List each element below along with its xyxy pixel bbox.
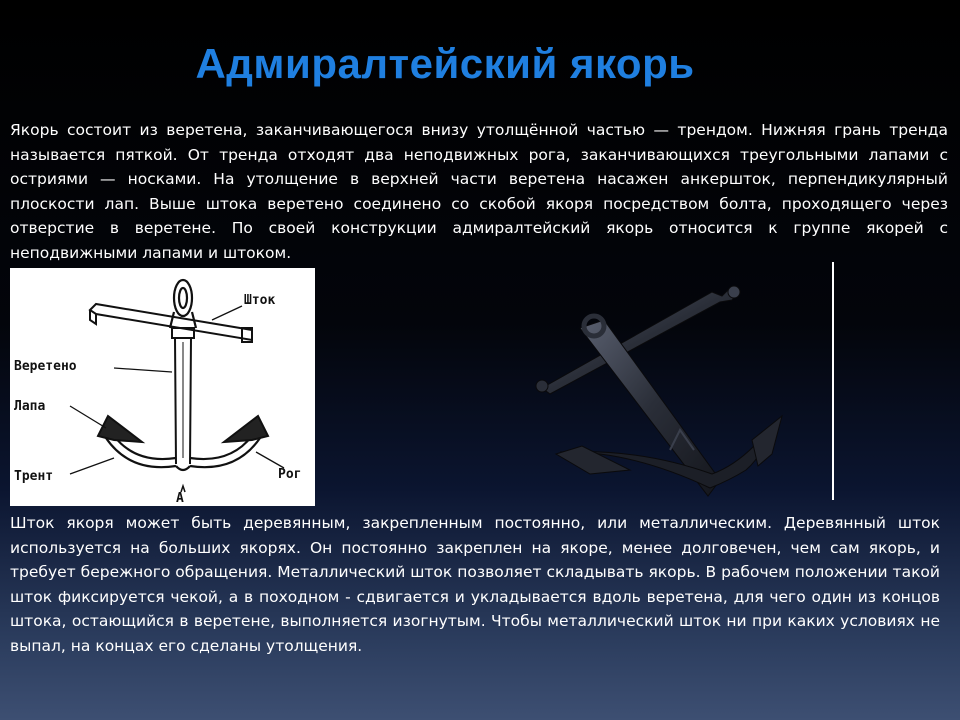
anchor-diagram	[10, 268, 315, 506]
label-mark: А	[176, 491, 184, 506]
stock-paragraph: Шток якоря может быть деревянным, закрепленным постоянно, или металлическим. Деревянный шток используется на больших якорях. Он постоянно закреплен на якоре, менее долговечен, чем сам якорь, и требует бережного обращения. Металлический шток позволяет складывать якорь. В рабочем положении такой шток фиксируется чекой, а в походном - сдвигается и укладывается вдоль веретена, для чего один из концов штока, остающийся в веретене, выполняется изогнутым. Чтобы металлический шток ни при каких условиях не выпал, на концах его сделаны утолщения.	[10, 514, 940, 655]
anchor-diagram-drawing	[10, 268, 315, 506]
label-stock: Шток	[244, 293, 276, 308]
diagram-shank	[172, 328, 194, 464]
anchor-photo	[520, 270, 790, 510]
label-arm: Рог	[278, 467, 302, 482]
label-shank: Веретено	[14, 359, 77, 374]
label-fluke: Лапа	[14, 399, 46, 414]
anchor-photo-image	[520, 270, 790, 510]
label-crown: Трент	[14, 469, 54, 484]
intro-paragraph: Якорь состоит из веретена, заканчивающегося внизу утолщённой частью — трендом. Нижняя грань тренда называется пяткой. От тренда отходят два неподвижных рога, заканчивающихся треугольными лапами с остриями — носками. На утолщение в верхней части веретена насажен анкершток, перпендикулярный плоскости лап. Выше штока веретено соединено со скобой якоря посредством болта, проходящего через отверстие в веретене. По своей конструкции адмиралтейский якорь относится к группе якорей с неподвижными лапами и штоком.	[10, 121, 948, 262]
divider-line	[832, 262, 834, 500]
slide-title: Адмиралтейский якорь	[195, 40, 695, 87]
